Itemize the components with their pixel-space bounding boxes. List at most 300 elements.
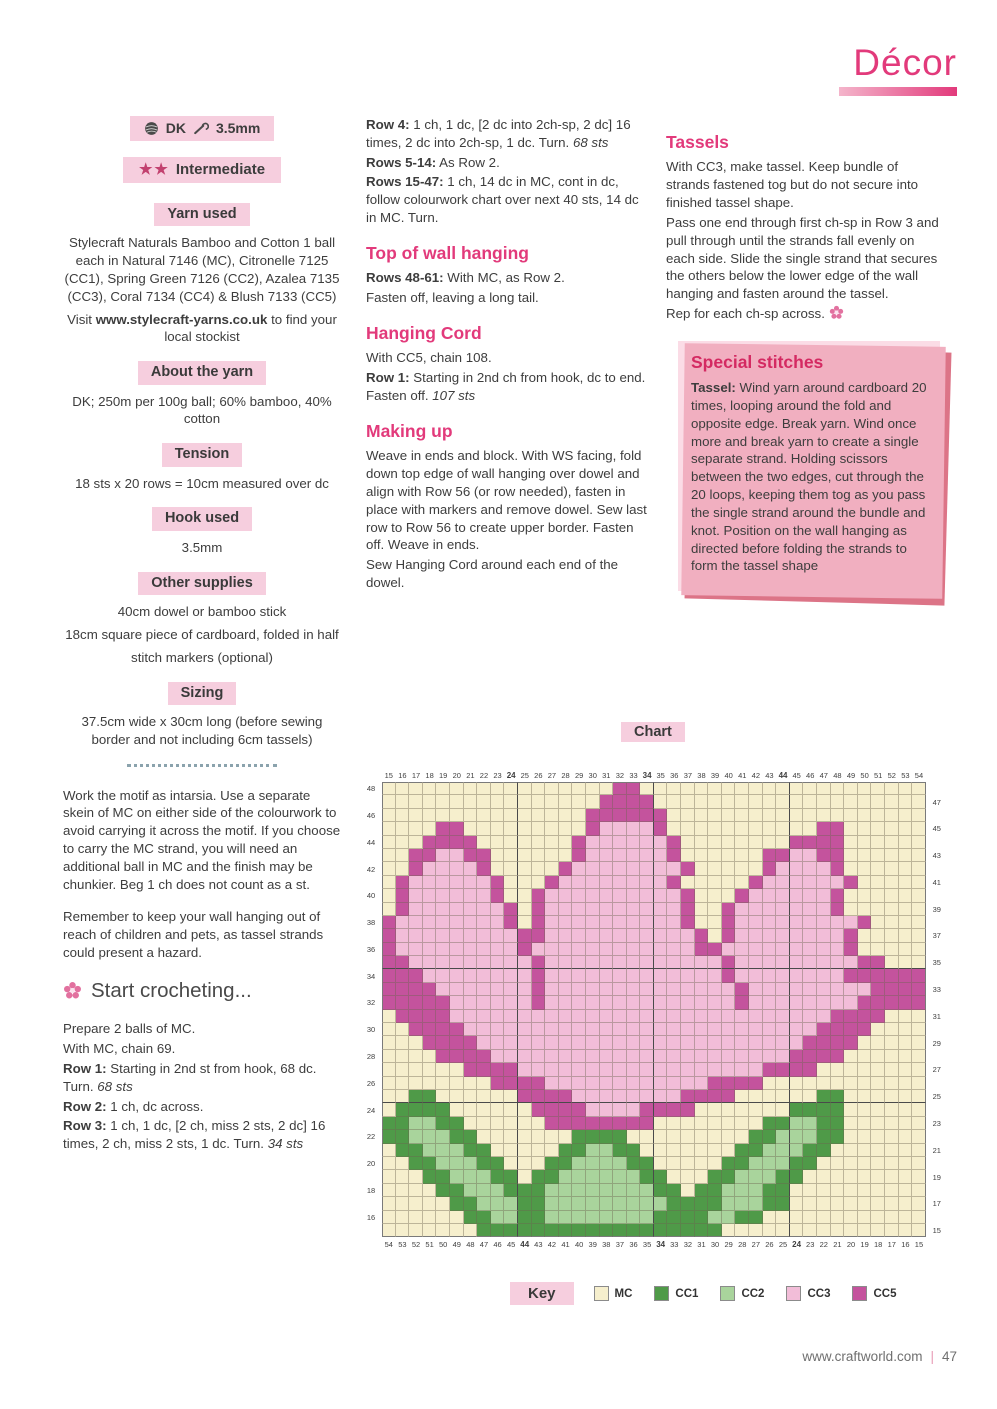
chart-cell [735, 782, 749, 795]
chart-cell [450, 1144, 464, 1157]
chart-cell [817, 822, 831, 835]
chart-cell [803, 1077, 817, 1090]
chart-cell [708, 956, 722, 969]
chart-cell [654, 862, 668, 875]
chart-cell [613, 1224, 627, 1237]
chart-cell [640, 889, 654, 902]
chart-cell [912, 849, 926, 862]
chart-cell [776, 836, 790, 849]
chart-cell [667, 916, 681, 929]
chart-cell [464, 1103, 478, 1116]
chart-cell [491, 862, 505, 875]
chart-cell [749, 929, 763, 942]
chart-top-number: 40 [724, 770, 733, 780]
chart-cell [586, 1063, 600, 1076]
chart-left-number: 32 [366, 998, 376, 1008]
chart-cell [735, 983, 749, 996]
chart-cell [749, 1211, 763, 1224]
chart-cell [640, 1050, 654, 1063]
chart-cell [586, 1036, 600, 1049]
chart-cell [464, 903, 478, 916]
chart-cell [532, 983, 546, 996]
chart-cell [532, 916, 546, 929]
chart-cell [613, 1211, 627, 1224]
chart-cell [817, 1130, 831, 1143]
chart-cell [790, 1023, 804, 1036]
chart-cell [559, 1023, 573, 1036]
chart-cell [491, 1036, 505, 1049]
chart-cell [627, 1077, 641, 1090]
chart-right-number: 33 [932, 985, 941, 995]
chart-cell [532, 822, 546, 835]
chart-cell [613, 1063, 627, 1076]
chart-cell [450, 956, 464, 969]
chart-cell [600, 782, 614, 795]
chart-right-number: 27 [932, 1065, 941, 1075]
chart-cell [735, 956, 749, 969]
chart-cell [654, 1224, 668, 1237]
chart-cell [545, 862, 559, 875]
text-run: With MC, chain 69. [63, 1041, 176, 1057]
chart-cell [396, 1036, 410, 1049]
chart-cell [790, 862, 804, 875]
chart-cell [871, 809, 885, 822]
paragraph [63, 234, 341, 305]
chart-cell [627, 1023, 641, 1036]
chart-cell [627, 1184, 641, 1197]
chart-cell [654, 1117, 668, 1130]
chart-cell [681, 1117, 695, 1130]
chart-cell [450, 1023, 464, 1036]
chart-cell [885, 1184, 899, 1197]
text-run: Remember to keep your wall hanging out of reach of children and pets, as tassel strands could present a hazard. [63, 909, 324, 961]
chart-cell [409, 1036, 423, 1049]
chart-cell [640, 1063, 654, 1076]
chart-cell [735, 1117, 749, 1130]
chart-cell [681, 889, 695, 902]
chart-cell [899, 956, 913, 969]
chart-cell [572, 983, 586, 996]
chart-cell [871, 822, 885, 835]
chart-cell [722, 1090, 736, 1103]
chart-cell [613, 1144, 627, 1157]
page-footer [802, 1349, 957, 1364]
chart-cell [640, 1036, 654, 1049]
chart-bottom-number: 40 [574, 1239, 584, 1249]
chart-left-number: 28 [366, 1052, 376, 1061]
chart-cell [640, 849, 654, 862]
chart-cell [831, 862, 845, 875]
paragraph [63, 311, 341, 347]
chart-cell [735, 1211, 749, 1224]
chart-cell [532, 1036, 546, 1049]
chart-cell [586, 809, 600, 822]
chart-cell [722, 795, 736, 808]
chart-cell [409, 956, 423, 969]
chart-cell [396, 889, 410, 902]
chart-cell [695, 1050, 709, 1063]
chart-bottom-number: 32 [683, 1239, 693, 1249]
chart-cell [627, 795, 641, 808]
chart-cell [382, 1077, 396, 1090]
chart-cell [749, 956, 763, 969]
chart-cell [627, 1063, 641, 1076]
chart-cell [382, 1103, 396, 1116]
chart-cell [532, 782, 546, 795]
chart-cell [899, 822, 913, 835]
chart-bottom-number: 16 [901, 1239, 910, 1249]
chart-cell [817, 1090, 831, 1103]
chart-bottom-number: 31 [697, 1239, 706, 1249]
chart-cell [518, 903, 532, 916]
chart-cell [899, 1157, 913, 1170]
chart-cell [695, 983, 709, 996]
chart-cell [477, 1211, 491, 1224]
chart-cell [708, 836, 722, 849]
chart-left-number: 22 [366, 1132, 376, 1142]
chart-cell [831, 903, 845, 916]
chart-cell [817, 996, 831, 1009]
chart-cell [613, 836, 627, 849]
chart-cell [450, 1130, 464, 1143]
chart-top-number: 46 [806, 770, 815, 780]
chart-cell [763, 1157, 777, 1170]
chart-cell [803, 822, 817, 835]
chart-cell [912, 1036, 926, 1049]
chart-cell [667, 782, 681, 795]
chart-cell [423, 996, 437, 1009]
chart-cell [899, 809, 913, 822]
chart-cell [504, 1010, 518, 1023]
chart-cell [409, 822, 423, 835]
chart-left-number: 18 [366, 1185, 376, 1195]
chart-cell [450, 969, 464, 982]
chart-cell [831, 1103, 845, 1116]
chart-cell [899, 889, 913, 902]
chart-cell [409, 1063, 423, 1076]
chart-cell [559, 836, 573, 849]
chart-cell [477, 1157, 491, 1170]
chart-cell [763, 996, 777, 1009]
paragraph [63, 908, 341, 961]
chart-bottom-number: 42 [547, 1239, 557, 1249]
chart-cell [749, 1063, 763, 1076]
chart-cell [464, 889, 478, 902]
chart-bottom-number: 50 [439, 1239, 448, 1249]
chart-cell [803, 849, 817, 862]
chart-cell [681, 795, 695, 808]
chart-top-number: 17 [411, 770, 421, 780]
chart-cell [409, 1197, 423, 1210]
chart-cell [382, 983, 396, 996]
chart-cell [858, 996, 872, 1009]
chart-bottom-number: 15 [914, 1239, 924, 1249]
chart-cell [790, 983, 804, 996]
chart-cell [722, 1144, 736, 1157]
chart-cell [477, 782, 491, 795]
chart-cell [722, 1050, 736, 1063]
left-info-sections [63, 203, 341, 749]
chart-cell [722, 929, 736, 942]
chart-cell [708, 1224, 722, 1237]
chart-cell [382, 1036, 396, 1049]
chart-cell [735, 903, 749, 916]
chart-cell [518, 1144, 532, 1157]
footer-separator: | [930, 1349, 934, 1364]
chart-cell [600, 822, 614, 835]
chart-top-number: 33 [629, 770, 638, 780]
chart-cell [817, 836, 831, 849]
chart-cell [708, 943, 722, 956]
text-run: 40cm dowel or bamboo stick [117, 604, 287, 620]
chart-cell [586, 849, 600, 862]
chart-cell [912, 782, 926, 795]
chart-cell [382, 849, 396, 862]
chart-cell [763, 956, 777, 969]
chart-cell [695, 1170, 709, 1183]
chart-cell [831, 1170, 845, 1183]
chart-cell [423, 1050, 437, 1063]
chart-top-number: 36 [670, 770, 679, 780]
chart-cell [545, 1117, 559, 1130]
chart-cell [450, 983, 464, 996]
chart-cell [885, 1117, 899, 1130]
chart-cell [695, 1197, 709, 1210]
chart-cell [749, 1010, 763, 1023]
chart-cell [586, 1130, 600, 1143]
text-run: stitch markers (optional) [131, 649, 273, 665]
chart-cell [545, 1050, 559, 1063]
special-stitches-body [691, 379, 927, 575]
chart-cell [722, 1103, 736, 1116]
chart-cell [613, 822, 627, 835]
chart-cell [695, 929, 709, 942]
chart-cell [572, 1103, 586, 1116]
paragraph [63, 539, 341, 557]
chart-right-number: 23 [932, 1118, 941, 1128]
chart-cell [586, 1211, 600, 1224]
chart-cell [450, 795, 464, 808]
chart-cell [681, 903, 695, 916]
chart-cell [477, 996, 491, 1009]
chart-cell [586, 1117, 600, 1130]
chart-cell [763, 1010, 777, 1023]
chart-cell [722, 916, 736, 929]
chart-right-number: 15 [932, 1226, 941, 1236]
chart-cell [695, 1117, 709, 1130]
text-run: 18 sts x 20 rows = 10cm measured over dc [75, 475, 329, 491]
chart-cell [763, 795, 777, 808]
chart-cell [871, 849, 885, 862]
chart-cell [803, 943, 817, 956]
chart-cell [640, 1117, 654, 1130]
chart-cell [545, 969, 559, 982]
chart-cell [722, 996, 736, 1009]
chart-cell [749, 1197, 763, 1210]
text-run: www.stylecraft-yarns.co.uk [95, 311, 268, 327]
chart-cell [477, 1170, 491, 1183]
chart-cell [708, 969, 722, 982]
chart-cell [409, 1077, 423, 1090]
chart-bottom-number: 27 [751, 1239, 760, 1249]
chart-cell [871, 1184, 885, 1197]
legend-item [594, 1286, 633, 1301]
chart-right-number [926, 782, 948, 795]
chart-cell [627, 822, 641, 835]
chart-cell [600, 862, 614, 875]
chart-cell [382, 809, 396, 822]
chart-cell [708, 1010, 722, 1023]
chart-cell [586, 1090, 600, 1103]
chart-cell [763, 1211, 777, 1224]
chart-cell [409, 1224, 423, 1237]
chart-cell [803, 1063, 817, 1076]
chart-cell [640, 983, 654, 996]
chart-cell [518, 849, 532, 862]
chart-cell [763, 1090, 777, 1103]
chart-cell [545, 1144, 559, 1157]
chart-cell [817, 795, 831, 808]
chart-cell [885, 1090, 899, 1103]
chart-cell [504, 969, 518, 982]
chart-cell [912, 1050, 926, 1063]
chart-cell [654, 1010, 668, 1023]
chart-cell [572, 1063, 586, 1076]
chart-bottom-number: 33 [670, 1239, 679, 1249]
chart-top-number: 44 [778, 770, 788, 780]
chart-cell [817, 1050, 831, 1063]
chart-cell [831, 1130, 845, 1143]
chart-right-number [926, 1184, 948, 1197]
chart-cell [763, 1197, 777, 1210]
chart-cell [396, 836, 410, 849]
chart-bottom-number: 35 [642, 1239, 652, 1249]
chart-cell [844, 849, 858, 862]
chart-cell [396, 956, 410, 969]
chart-cell [654, 1050, 668, 1063]
chart-cell [763, 969, 777, 982]
chart-right-number [926, 836, 948, 849]
chart-cell [817, 1157, 831, 1170]
chart-cell [803, 1023, 817, 1036]
chart-cell [627, 1036, 641, 1049]
chart-cell [572, 1077, 586, 1090]
chart-cell [436, 1211, 450, 1224]
chart-cell [749, 903, 763, 916]
chart-left-number: 38 [366, 918, 376, 928]
chart-cell [464, 1063, 478, 1076]
chart-cell [790, 1050, 804, 1063]
chart-cell [491, 916, 505, 929]
chart-cell [504, 983, 518, 996]
chart-cell [871, 903, 885, 916]
chart-cell [640, 782, 654, 795]
chart-cell [477, 1050, 491, 1063]
chart-cell [722, 782, 736, 795]
chart-cell [708, 1023, 722, 1036]
chart-cell [600, 1224, 614, 1237]
chart-cell [899, 1170, 913, 1183]
chart-corner [360, 768, 382, 782]
chart-cell [396, 1010, 410, 1023]
chart-cell [382, 943, 396, 956]
chart-cell [667, 1036, 681, 1049]
chart-cell [817, 969, 831, 982]
chart-cell [654, 903, 668, 916]
chart-cell [545, 1063, 559, 1076]
chart-cell [831, 1157, 845, 1170]
chart-cell [912, 1157, 926, 1170]
chart-cell [382, 1063, 396, 1076]
chart-cell [382, 1090, 396, 1103]
chart-cell [681, 969, 695, 982]
chart-cell [858, 809, 872, 822]
info-section [63, 203, 341, 346]
chart-left-number: 20 [366, 1159, 376, 1169]
chart-cell [436, 849, 450, 862]
chart-cell [831, 795, 845, 808]
chart-cell [464, 996, 478, 1009]
chart-cell [640, 1157, 654, 1170]
chart-cell [559, 1077, 573, 1090]
chart-cell [504, 795, 518, 808]
chart-cell [803, 929, 817, 942]
chart-cell [708, 996, 722, 1009]
chart-cell [790, 1224, 804, 1237]
chart-cell [518, 983, 532, 996]
chart-left-number [360, 876, 382, 889]
chart-cell [627, 862, 641, 875]
chart-cell [681, 1077, 695, 1090]
chart-cell [436, 1170, 450, 1183]
chart-cell [871, 1077, 885, 1090]
chart-cell [844, 809, 858, 822]
chart-cell [572, 1130, 586, 1143]
chart-right-number: 21 [932, 1145, 941, 1155]
chart-cell [871, 836, 885, 849]
chart-cell [722, 983, 736, 996]
chart-cell [409, 943, 423, 956]
chart-cell [695, 782, 709, 795]
chart-cell [464, 943, 478, 956]
info-section [63, 443, 341, 492]
chart-cell [667, 1144, 681, 1157]
chart-cell [396, 1077, 410, 1090]
chart-cell [559, 876, 573, 889]
chart-cell [504, 943, 518, 956]
chart-cell [586, 862, 600, 875]
chart-cell [627, 996, 641, 1009]
chart-right-number [926, 969, 948, 982]
chart-cell [613, 1023, 627, 1036]
legend-swatch [654, 1286, 669, 1301]
text-run: 3.5mm [181, 539, 223, 555]
chart-cell [735, 1170, 749, 1183]
chart-top-number: 37 [683, 770, 693, 780]
chart-cell [382, 1010, 396, 1023]
chart-cell [844, 1144, 858, 1157]
chart-cell [681, 1197, 695, 1210]
chart-cell [749, 782, 763, 795]
chart-cell [722, 862, 736, 875]
section-block [366, 322, 650, 405]
text-run: Rep for each ch-sp across. [666, 305, 829, 321]
chart-cell [491, 929, 505, 942]
chart-top-number: 32 [615, 770, 625, 780]
chart-cell [477, 849, 491, 862]
chart-cell [749, 889, 763, 902]
chart-cell [464, 929, 478, 942]
